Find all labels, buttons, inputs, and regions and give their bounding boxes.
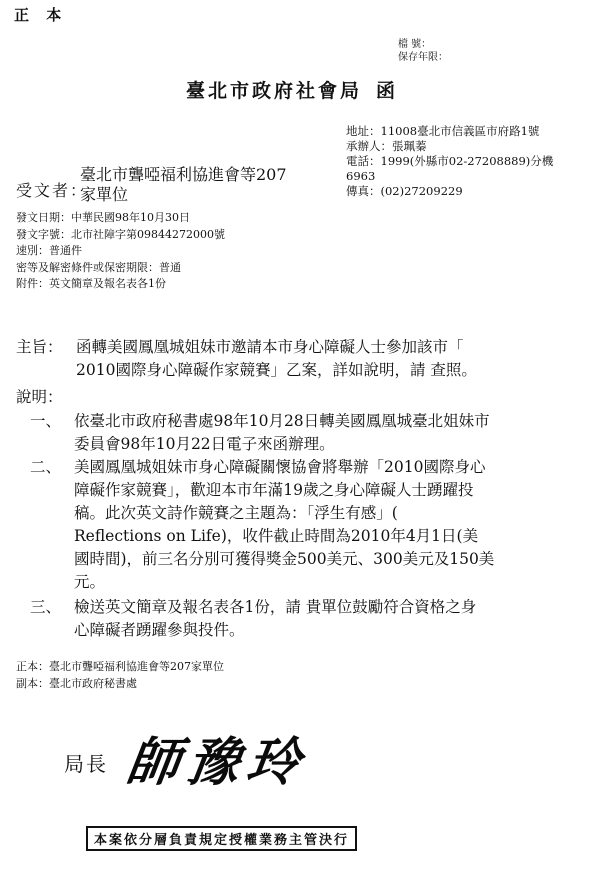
signature: 師豫玲 [123,732,312,793]
file-number-label: 檔 號： [398,39,432,50]
subject-line: 2010國際身心障礙作家競賽」乙案，詳如說明，請 查照。 [76,361,477,379]
subject-section [16,336,596,382]
item-number: 一、 [30,412,62,430]
signature-block [64,710,394,810]
item-line: 稿。此次英文詩作競賽之主題為：「浮生有感」( [74,504,398,522]
item-line: 檢送英文簡章及報名表各1份，請 貴單位鼓勵符合資格之身 [74,598,477,616]
item-line: 障礙作家競賽」，歡迎本市年滿19歲之身心障礙人士踴躍投 [74,481,474,499]
subject-label: 主旨： [16,338,63,356]
document-type: 函 [376,80,399,102]
authorization-stamp: 本案依分層負責規定授權業務主管決行 [86,826,357,851]
item-line: 國時間)，前三名分別可獲得獎金500美元、300美元及150美 [74,550,495,568]
item-line: 美國鳳凰城姐妹市身心障礙關懷協會將舉辦「2010國際身心 [74,458,486,476]
explanation-item [30,456,600,594]
item-line: Reflections on Life)，收件截止時間為2010年4月1日(美 [74,527,479,545]
subject-line: 函轉美國鳳凰城姐妹市邀請本市身心障礙人士參加該市「 [76,338,464,356]
agency-name: 臺北市政府社會局 [186,80,363,102]
confidentiality: 密等及解密條件或保密期限：普通 [16,260,181,274]
explanation-item [30,410,600,456]
original-recipients: 正本：臺北市聾啞福利協進會等207家單位 [16,660,224,673]
item-line: 元。 [74,573,106,591]
contact-block [346,124,596,199]
issue-date: 發文日期：中華民國98年10月30日 [16,211,190,224]
recipient-line: 臺北市聾啞福利協進會等207 [80,165,287,184]
item-line: 委員會98年10月22日電子來函辦理。 [74,435,335,453]
recipient [80,165,342,205]
item-number: 三、 [30,598,62,616]
document-title [186,76,398,103]
explanation-label: 說明： [16,388,63,406]
document-metadata [16,210,225,293]
phone: 電話：1999(外縣市02-27208889)分機 [346,154,554,168]
retention-label: 保存年限： [398,52,448,63]
phone-extension: 6963 [346,169,376,183]
signatory-title: 局長 [64,752,108,776]
recipient-label: 受文者： [16,181,89,200]
handler: 承辦人：張珮蓁 [346,139,427,153]
item-line: 依臺北市政府秘書處98年10月28日轉美國鳳凰城臺北姐妹市 [74,412,490,430]
urgency: 速別：普通件 [16,244,82,257]
recipient-line: 家單位 [80,185,129,204]
item-number: 二、 [30,458,62,476]
archive-info [398,38,448,64]
copy-label: 正 本 [14,6,68,24]
attachments: 附件：英文簡章及報名表各1份 [16,277,166,290]
copy-recipients: 副本：臺北市政府秘書處 [16,677,137,690]
document-number: 發文字號：北市社障字第09844272000號 [16,227,225,241]
explanation-item [30,596,600,642]
distribution-list [16,658,224,692]
fax: 傳真：(02)27209229 [346,184,463,198]
item-line: 心障礙者踴躍參與投件。 [74,621,245,639]
address: 地址：11008臺北市信義區市府路1號 [346,124,540,138]
